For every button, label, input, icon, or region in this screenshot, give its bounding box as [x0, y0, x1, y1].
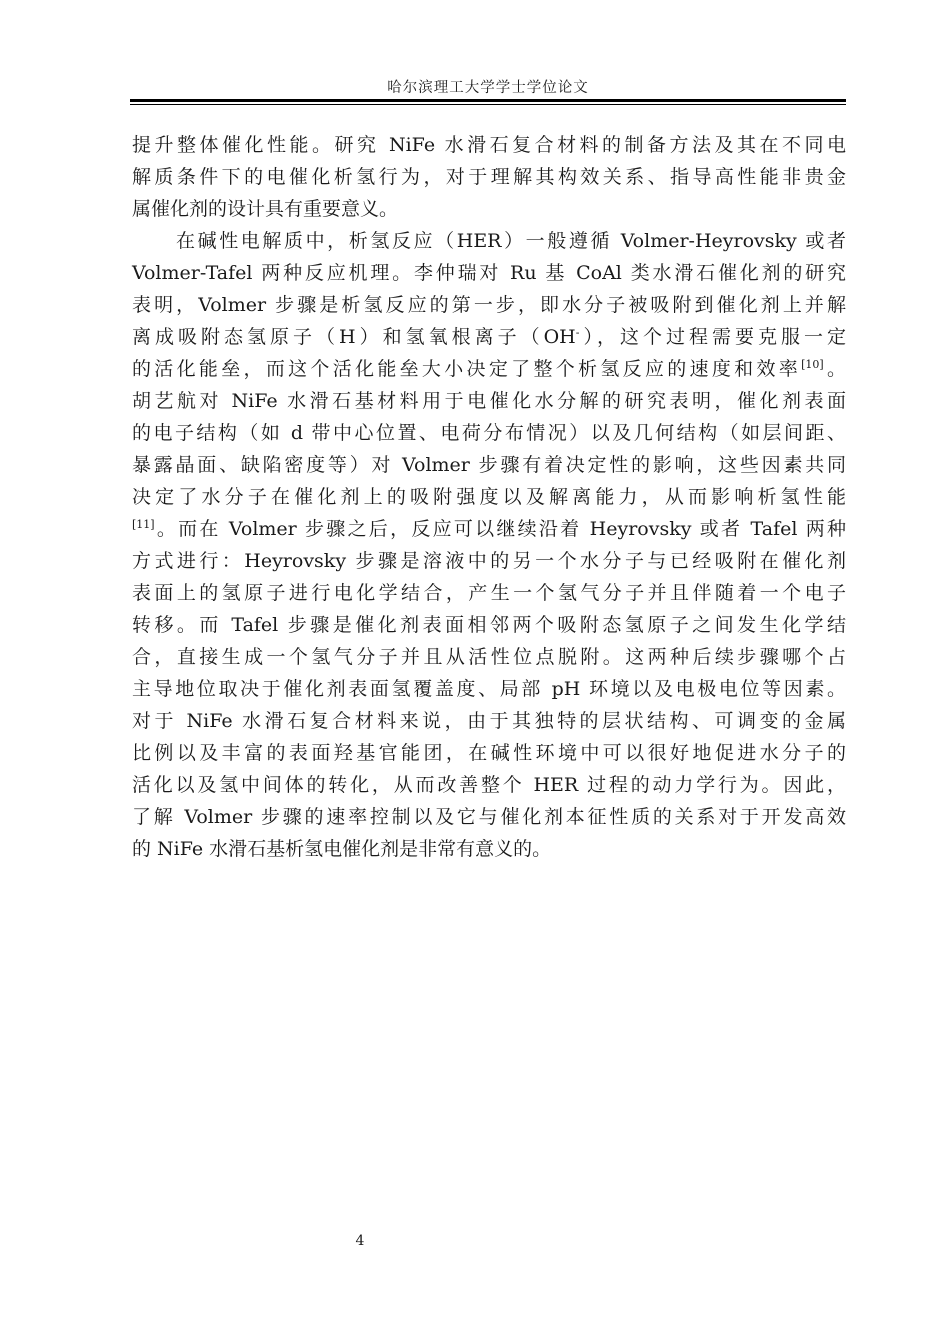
superscript-minus: -	[575, 326, 580, 339]
text-line: 胡艺航对 NiFe 水滑石基材料用于电催化水分解的研究表明，催化剂表面	[132, 390, 846, 412]
text-line: 表明，Volmer 步骤是析氢反应的第一步，即水分子被吸附到催化剂上并解	[132, 294, 846, 316]
text-line: 活化以及氢中间体的转化，从而改善整个 HER 过程的动力学行为。因此，	[132, 774, 846, 796]
text-line: 了解 Volmer 步骤的速率控制以及它与催化剂本征性质的关系对于开发高效	[132, 806, 846, 828]
running-header: 哈尔滨理工大学学士学位论文	[387, 80, 589, 96]
text-run: 离成吸附态氢原子（H）和氢氧根离子（OH	[132, 326, 576, 348]
text-run: 。	[823, 358, 846, 380]
text-line: 暴露晶面、缺陷密度等）对 Volmer 步骤有着决定性的影响，这些因素共同	[132, 454, 846, 476]
text-line: 主导地位取决于催化剂表面氢覆盖度、局部 pH 环境以及电极电位等因素。	[132, 678, 846, 700]
text-line	[132, 513, 846, 545]
text-line: 在碱性电解质中，析氢反应（HER）一般遵循 Volmer-Heyrovsky 或者	[176, 230, 846, 252]
body-text	[132, 129, 846, 865]
paragraph-1	[132, 129, 846, 225]
header-rule-thin	[130, 104, 846, 105]
text-line: 决定了水分子在催化剂上的吸附强度以及解离能力，从而影响析氢性能	[132, 486, 846, 508]
text-run: ），这个过程需要克服一定	[579, 326, 846, 348]
text-line: 属催化剂的设计具有重要意义。	[132, 198, 399, 220]
text-line: Volmer-Tafel 两种反应机理。李仲瑞对 Ru 基 CoAl 类水滑石催化剂的研究	[132, 262, 846, 284]
text-line: 的 NiFe 水滑石基析氢电催化剂是非常有意义的。	[132, 838, 552, 860]
page-number: 4	[355, 1233, 365, 1249]
text-run: 的活化能垒，而这个活化能垒大小决定了整个析氢反应的速度和效率	[132, 358, 802, 380]
citation-10: [10]	[801, 358, 824, 371]
text-line: 转移。而 Tafel 步骤是催化剂表面相邻两个吸附态氢原子之间发生化学结	[132, 614, 846, 636]
text-line: 提升整体催化性能。研究 NiFe 水滑石复合材料的制备方法及其在不同电	[132, 134, 846, 156]
header-rule-thick	[130, 99, 846, 102]
paragraph-2	[132, 225, 846, 865]
text-line	[132, 353, 846, 385]
text-line: 合，直接生成一个氢气分子并且从活性位点脱附。这两种后续步骤哪个占	[132, 646, 846, 668]
citation-11: [11]	[132, 518, 155, 531]
text-line: 方式进行：Heyrovsky 步骤是溶液中的另一个水分子与已经吸附在催化剂	[132, 550, 846, 572]
text-line: 比例以及丰富的表面羟基官能团，在碱性环境中可以很好地促进水分子的	[132, 742, 846, 764]
text-line: 表面上的氢原子进行电化学结合，产生一个氢气分子并且伴随着一个电子	[132, 582, 846, 604]
text-line: 的电子结构（如 d 带中心位置、电荷分布情况）以及几何结构（如层间距、	[132, 422, 846, 444]
text-run: 。而在 Volmer 步骤之后，反应可以继续沿着 Heyrovsky 或者 Tafel 两种	[154, 518, 846, 540]
text-line: 解质条件下的电催化析氢行为，对于理解其构效关系、指导高性能非贵金	[132, 166, 846, 188]
text-line: 对于 NiFe 水滑石复合材料来说，由于其独特的层状结构、可调变的金属	[132, 710, 846, 732]
text-line	[132, 321, 846, 353]
